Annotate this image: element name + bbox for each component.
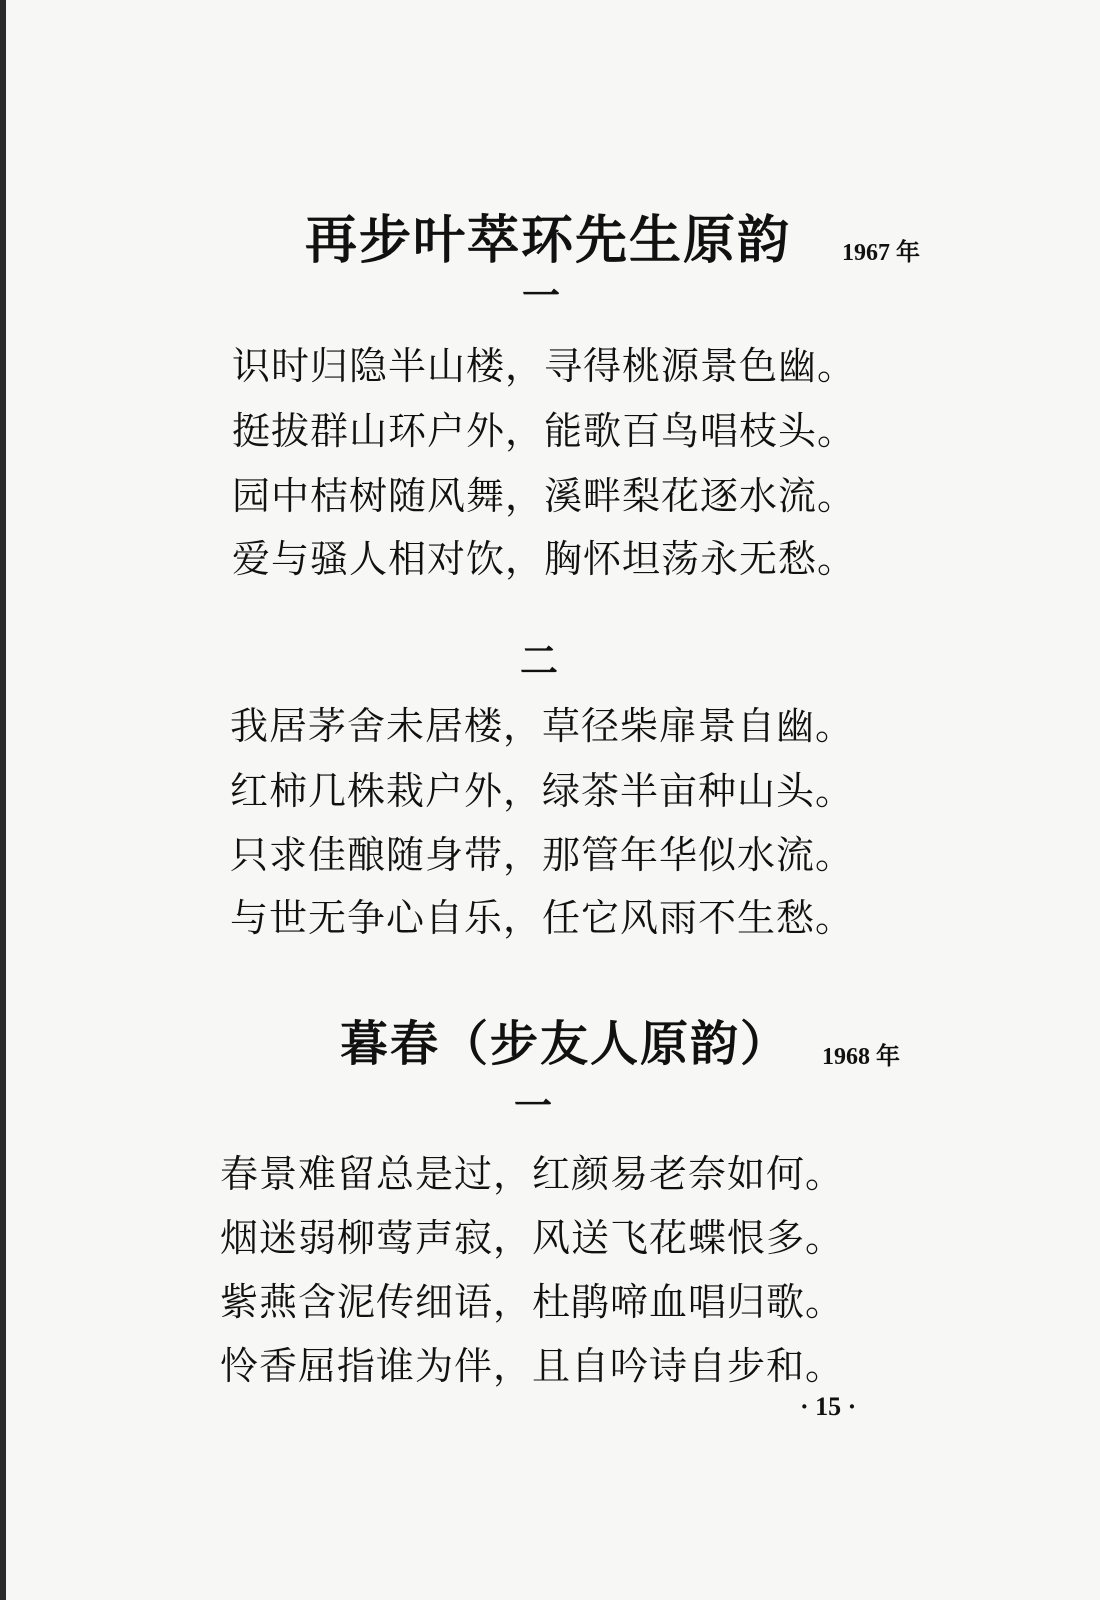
poem-1-part-1-number: 一 bbox=[522, 273, 561, 318]
poem-2-year: 1968 年 bbox=[822, 1044, 900, 1070]
poem-1-part-2-line: 与世无争心自乐，任它风雨不生愁。 bbox=[230, 896, 855, 940]
page-left-edge bbox=[0, 0, 6, 1600]
poem-2-part-1-number: 一 bbox=[514, 1083, 553, 1128]
poem-2-part-1-line: 春景难留总是过，红颜易老奈如何。 bbox=[220, 1152, 845, 1196]
poem-1-part-1-line: 爱与骚人相对饮，胸怀坦荡永无愁。 bbox=[232, 537, 857, 581]
poem-1-year: 1967 年 bbox=[842, 240, 920, 266]
poem-1-part-2-line: 只求佳酿随身带，那管年华似水流。 bbox=[230, 833, 855, 877]
page-number: · 15 · bbox=[800, 1392, 857, 1421]
poem-2-part-1-line: 紫燕含泥传细语，杜鹃啼血唱归歌。 bbox=[220, 1280, 845, 1324]
poem-2-part-1-line: 烟迷弱柳莺声寂，风送飞花蝶恨多。 bbox=[220, 1216, 845, 1260]
poem-2-part-1-line: 怜香屈指谁为伴，且自吟诗自步和。 bbox=[220, 1344, 845, 1388]
poem-1-part-2-line: 我居茅舍未居楼，草径柴扉景自幽。 bbox=[230, 704, 855, 748]
poem-1-part-2-number: 二 bbox=[520, 638, 559, 683]
poem-2-title: 暮春（步友人原韵） bbox=[340, 1016, 791, 1072]
poem-1-part-1-line: 识时归隐半山楼，寻得桃源景色幽。 bbox=[232, 344, 857, 388]
poem-1-part-1-line: 挺拔群山环户外，能歌百鸟唱枝头。 bbox=[232, 409, 857, 453]
poem-1-title: 再步叶萃环先生原韵 bbox=[305, 210, 792, 271]
poem-1-part-1-line: 园中桔树随风舞，溪畔梨花逐水流。 bbox=[232, 474, 857, 518]
poem-1-part-2-line: 红柿几株栽户外，绿茶半亩种山头。 bbox=[230, 769, 855, 813]
